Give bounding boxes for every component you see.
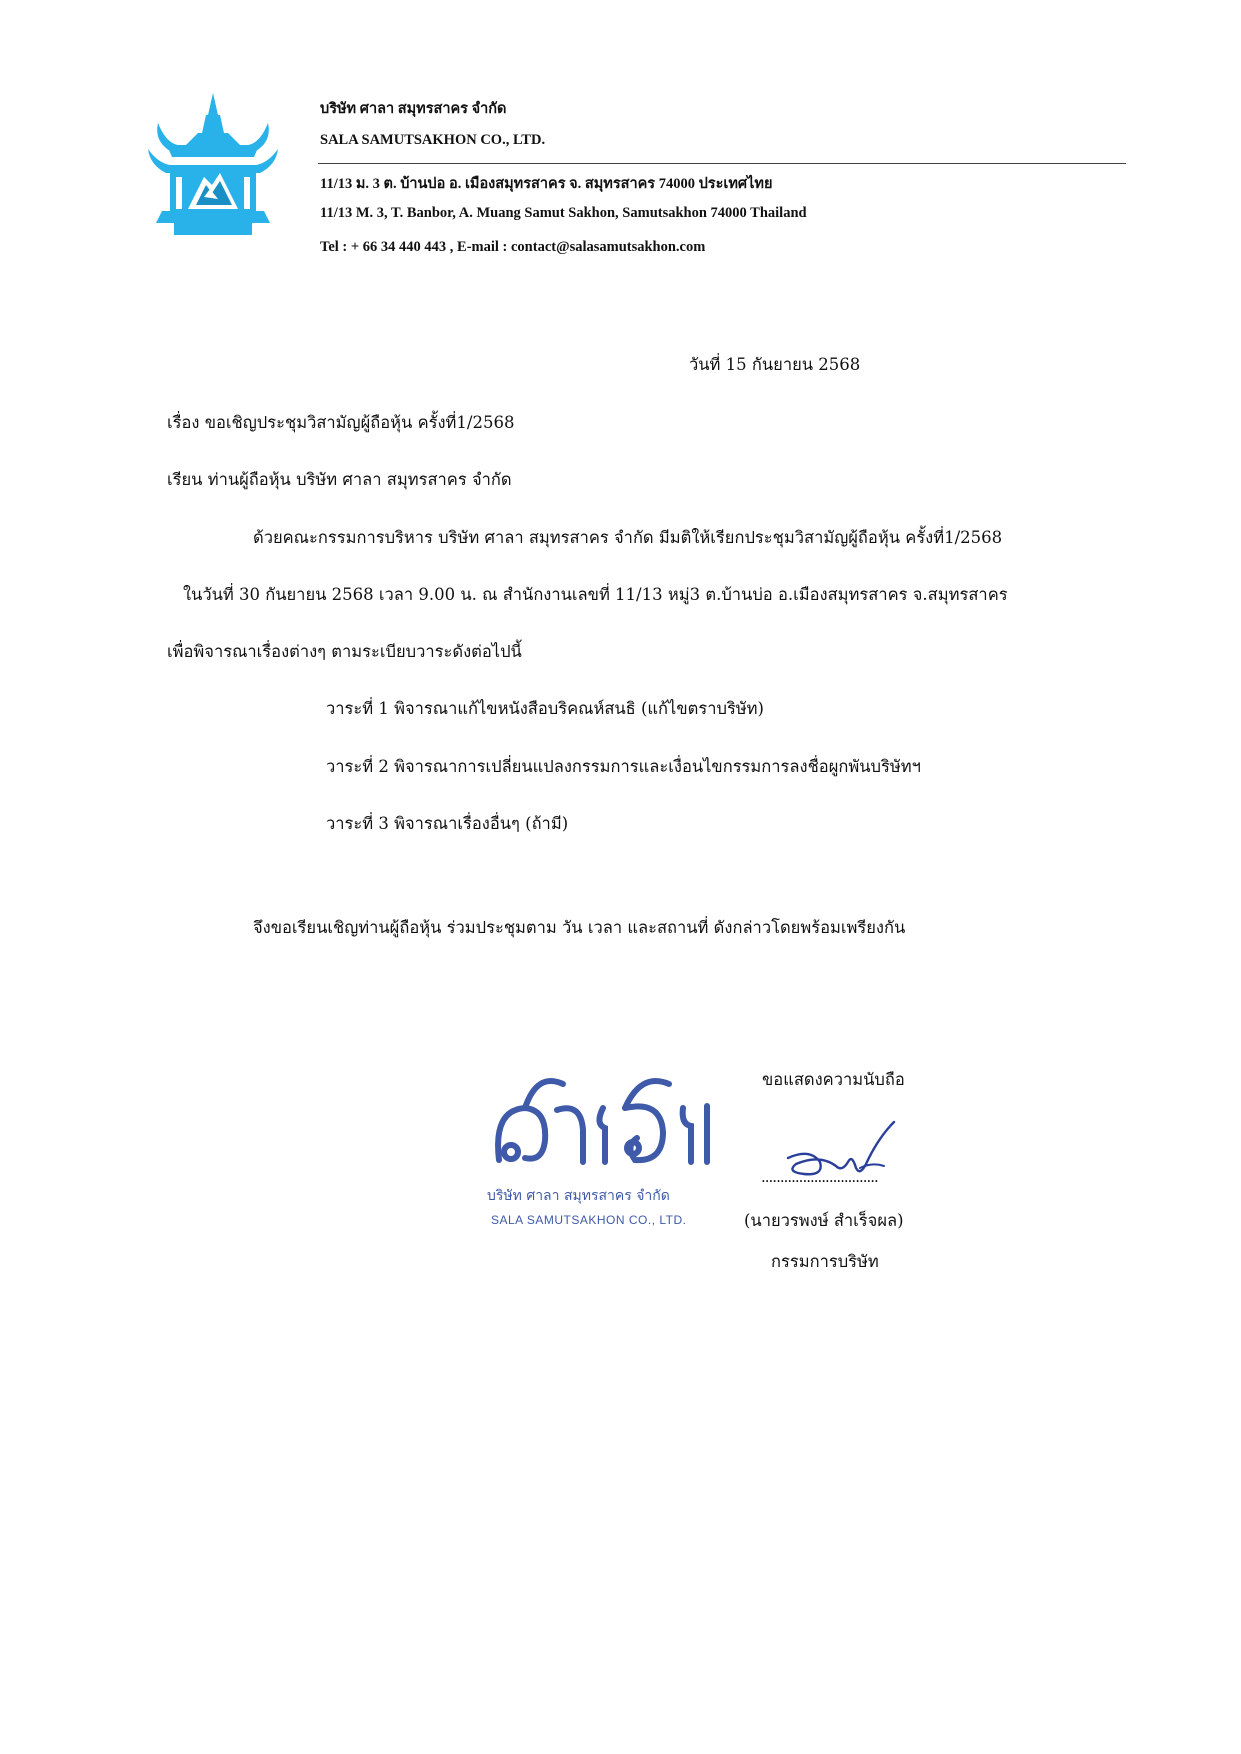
paragraph-line-2: ในวันที่ 30 กันยายน 2568 เวลา 9.00 น. ณ สำนักงานเลขที่ 11/13 หมู่3 ต.บ้านบ่อ อ.เมืองสมุทรสาคร จ.สมุทรสาคร [183,585,1008,604]
signatory-title: กรรมการบริษัท [771,1252,879,1271]
agenda-item-3: วาระที่ 3 พิจารณาเรื่องอื่นๆ (ถ้ามี) [326,814,569,833]
closing-sentence: จึงขอเรียนเชิญท่านผู้ถือหุ้น ร่วมประชุมตาม วัน เวลา และสถานที่ ดังกล่าวโดยพร้อมเพรียงกัน [253,918,906,937]
signature-line: ............................... [761,1168,878,1186]
letter-salutation: เรียน ท่านผู้ถือหุ้น บริษัท ศาลา สมุทรสาคร จำกัด [167,470,512,489]
address-en: 11/13 M. 3, T. Banbor, A. Muang Samut Sakhon, Samutsakhon 74000 Thailand [320,205,807,221]
company-name-en: SALA SAMUTSAKHON CO., LTD. [320,132,546,148]
signatory-name: (นายวรพงษ์ สำเร็จผล) [744,1211,904,1230]
agenda-item-2: วาระที่ 2 พิจารณาการเปลี่ยนแปลงกรรมการและเงื่อนไขกรรมการลงชื่อผูกพันบริษัทฯ [326,757,921,776]
stamp-text-th: บริษัท ศาลา สมุทรสาคร จำกัด [487,1188,670,1204]
header-divider [318,163,1126,164]
contact-info: Tel : + 66 34 440 443 , E-mail : contact@salasamutsakhon.com [320,239,706,255]
company-logo [148,93,278,235]
agenda-item-1: วาระที่ 1 พิจารณาแก้ไขหนังสือบริคณห์สนธิ (แก้ไขตราบริษัท) [326,699,764,718]
stamp-text-en: SALA SAMUTSAKHON CO., LTD. [491,1213,687,1227]
letter-subject: เรื่อง ขอเชิญประชุมวิสามัญผู้ถือหุ้น ครั้งที่1/2568 [167,413,515,432]
paragraph-line-1: ด้วยคณะกรรมการบริหาร บริษัท ศาลา สมุทรสาคร จำกัด มีมติให้เรียกประชุมวิสามัญผู้ถือหุ้น ครั้งที่1/2568 [253,528,1003,547]
paragraph-line-3: เพื่อพิจารณาเรื่องต่างๆ ตามระเบียบวาระดังต่อไปนี้ [167,642,522,661]
company-stamp [485,1050,735,1240]
letter-date: วันที่ 15 กันยายน 2568 [689,355,861,374]
regards-text: ขอแสดงความนับถือ [762,1070,905,1089]
address-th: 11/13 ม. 3 ต. บ้านบ่อ อ. เมืองสมุทรสาคร จ. สมุทรสาคร 74000 ประเทศไทย [320,176,773,192]
company-name-th: บริษัท ศาลา สมุทรสาคร จำกัด [320,101,507,117]
